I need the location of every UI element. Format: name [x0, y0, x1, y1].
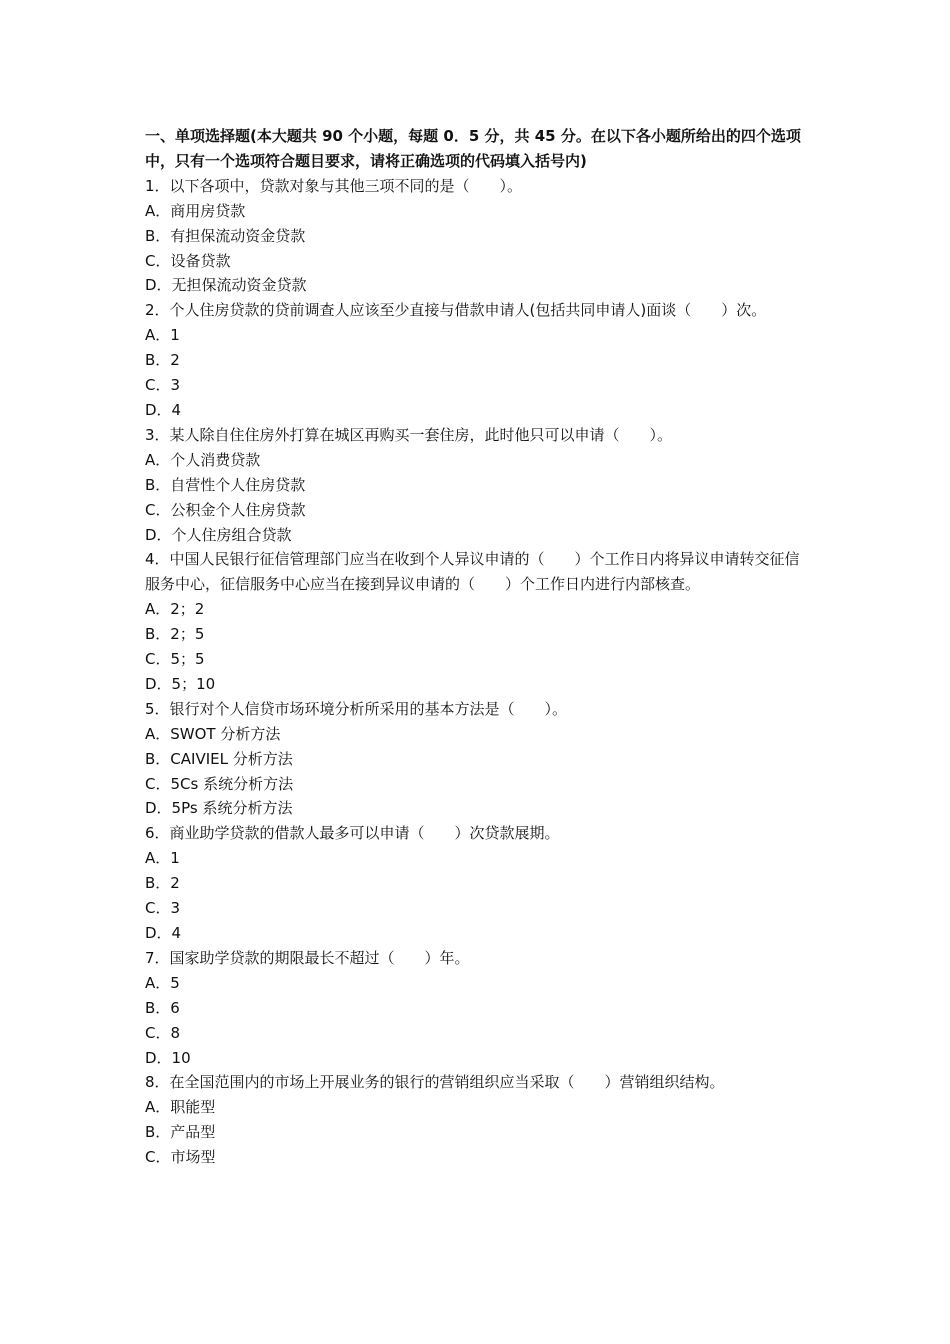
option-a: A．SWOT 分析方法 — [145, 724, 281, 743]
option-c: C．5Cs 系统分析方法 — [145, 774, 294, 793]
question-stem: 7．国家助学贷款的期限最长不超过（ ）年。 — [145, 948, 470, 967]
option-d: D．10 — [145, 1048, 191, 1067]
question-stem: 8．在全国范围内的市场上开展业务的银行的营销组织应当采取（ ）营销组织结构。 — [145, 1073, 725, 1092]
question-1 — [145, 174, 805, 299]
section-title: 一、单项选择题(本大题共 90 个小题，每题 0．5 分，共 45 分。在以下各小题所给出的四个选项中，只有一个选项符合题目要求，请将正确选项的代码填入括号内) — [145, 127, 801, 170]
option-b: B．自营性个人住房贷款 — [145, 475, 306, 494]
option-c: C．设备贷款 — [145, 251, 231, 270]
option-b: B．2 — [145, 351, 180, 370]
document-page — [145, 124, 805, 1170]
option-c: C．5；5 — [145, 650, 205, 669]
option-a: A．1 — [145, 849, 180, 868]
option-c: C．8 — [145, 1023, 181, 1042]
option-c: C．3 — [145, 899, 181, 918]
option-c: C．公积金个人住房贷款 — [145, 500, 306, 519]
option-c: C．3 — [145, 376, 181, 395]
option-c: C．市场型 — [145, 1148, 216, 1167]
question-stem: 3．某人除自住住房外打算在城区再购买一套住房，此时他只可以申请（ ）。 — [145, 425, 673, 444]
option-b: B．2 — [145, 874, 180, 893]
option-a: A．2；2 — [145, 600, 205, 619]
question-2 — [145, 298, 805, 423]
question-7 — [145, 946, 805, 1071]
option-a: A．5 — [145, 973, 180, 992]
option-d: D．4 — [145, 924, 182, 942]
option-b: B．产品型 — [145, 1123, 216, 1142]
option-d: D．5；10 — [145, 674, 216, 693]
option-d: D．个人住房组合贷款 — [145, 525, 292, 544]
question-stem: 2．个人住房贷款的贷前调查人应该至少直接与借款申请人(包括共同申请人)面谈（ ）次。 — [145, 301, 767, 320]
option-d: D．无担保流动资金贷款 — [145, 276, 307, 295]
option-a: A．1 — [145, 326, 180, 345]
option-b: B．6 — [145, 998, 180, 1017]
question-8 — [145, 1070, 805, 1170]
question-stem: 1．以下各项中，贷款对象与其他三项不同的是（ ）。 — [145, 176, 523, 195]
option-d: D．4 — [145, 400, 182, 419]
option-a: A．个人消费贷款 — [145, 450, 261, 469]
question-stem: 5．银行对个人信贷市场环境分析所采用的基本方法是（ ）。 — [145, 699, 568, 718]
option-b: B．CAIVIEL 分析方法 — [145, 749, 293, 768]
option-b: B．有担保流动资金贷款 — [145, 226, 306, 245]
question-3 — [145, 423, 805, 548]
option-b: B．2；5 — [145, 625, 205, 644]
question-stem: 4．中国人民银行征信管理部门应当在收到个人异议申请的（ ）个工作日内将异议申请转交征信服务中心，征信服务中心应当在接到异议申请的（ ）个工作日内进行内部核查。 — [145, 550, 800, 594]
question-6 — [145, 821, 805, 946]
option-a: A．商用房贷款 — [145, 201, 246, 220]
question-4 — [145, 547, 805, 696]
option-a: A．职能型 — [145, 1098, 216, 1117]
question-5 — [145, 697, 805, 822]
option-d: D．5Ps 系统分析方法 — [145, 799, 293, 818]
question-stem: 6．商业助学贷款的借款人最多可以申请（ ）次贷款展期。 — [145, 824, 560, 843]
